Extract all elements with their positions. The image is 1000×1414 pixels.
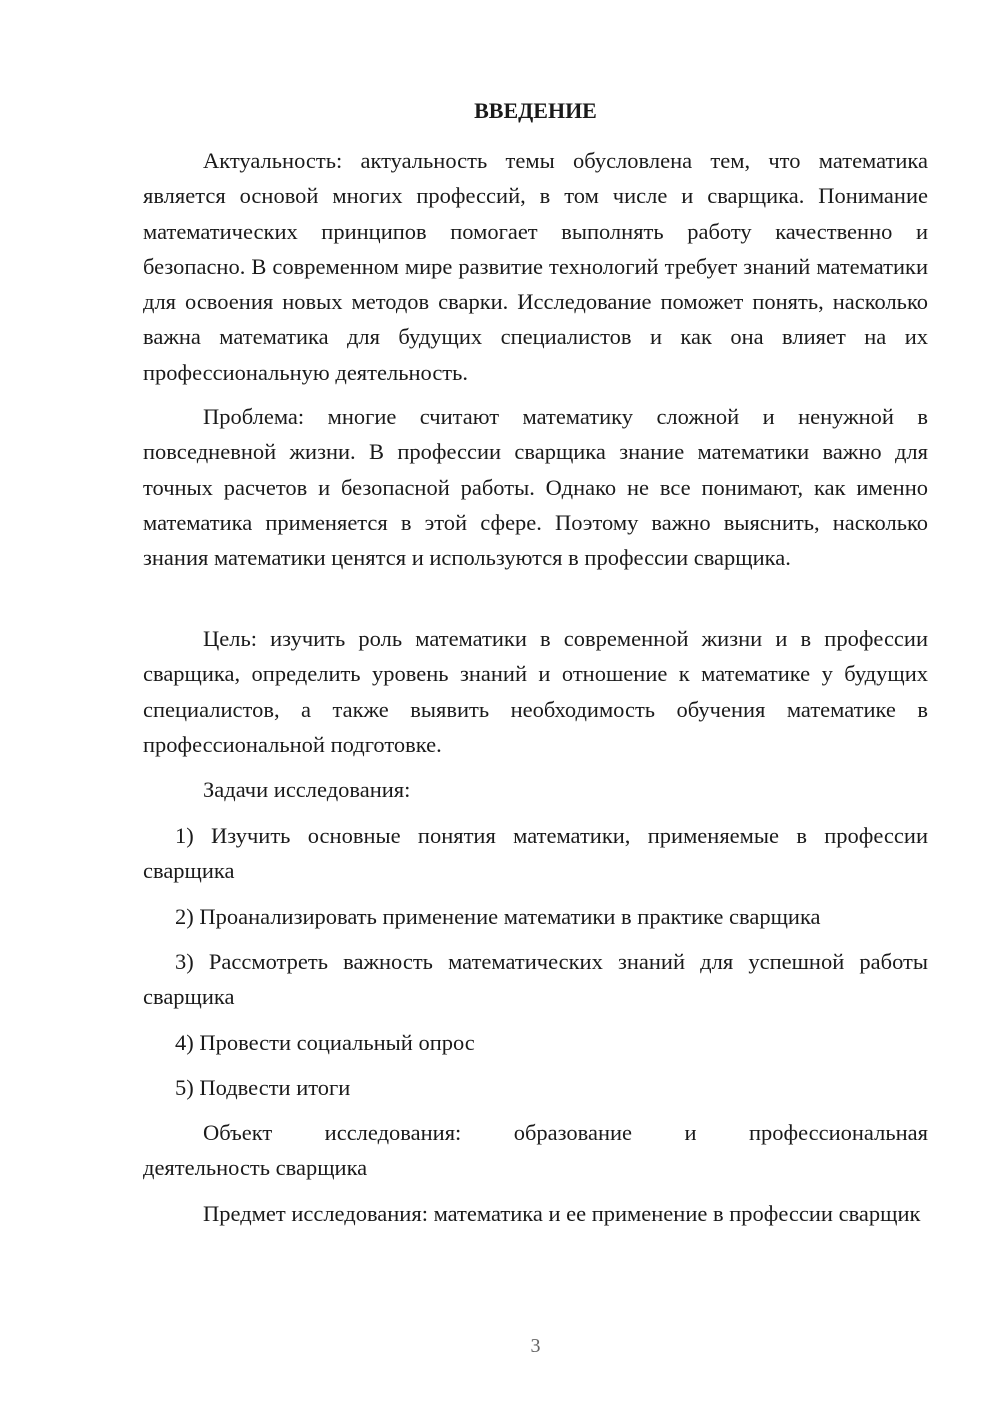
problem-paragraph: Проблема: многие считают математику сложной и ненужной в повседневной жизни. В профессии сварщика знание математики важно для точных расчетов и безопасной работы. Однако не все понимают, как именно математика применяется в этой сфере. Поэтому важно выяснить, насколько знания математики ценятся и используются в профессии сварщика. [143, 404, 928, 571]
research-object-line-2: деятельность сварщика [143, 1155, 368, 1180]
goal-paragraph: Цель: изучить роль математики в современной жизни и в профессии сварщика, определить уровень знаний и отношение к математике у будущих специалистов, а также выявить необходимость обучения математике в профессиональной подготовке. [143, 626, 928, 757]
research-subject-paragraph: Предмет исследования: математика и ее применение в профессии сварщик [203, 1201, 921, 1226]
task-item: 5) Подвести итоги [175, 1075, 351, 1100]
task-item: 4) Провести социальный опрос [175, 1030, 475, 1055]
task-item: 3) Рассмотреть важность математических знаний для успешной работы сварщика [143, 949, 928, 1010]
task-item: 2) Проанализировать применение математики в практике сварщика [175, 904, 821, 929]
page-number: 3 [530, 1335, 541, 1357]
page-title: ВВЕДЕНИЕ [474, 98, 597, 123]
task-item: 1) Изучить основные понятия математики, применяемые в профессии сварщика [143, 823, 928, 884]
tasks-heading: Задачи исследования: [203, 777, 411, 802]
relevance-paragraph: Актуальность: актуальность темы обусловлена тем, что математика является основой многих профессий, в том числе и сварщика. Понимание математических принципов помогает выполнять работу качественно и безопасно. В современном мире развитие технологий требует знаний математики для освоения новых методов сварки. Исследование поможет понять, насколько важна математика для будущих специалистов и как она влияет на их профессиональную деятельность. [143, 148, 928, 385]
research-object-line-1: Объект исследования: образование и профессиональная [203, 1120, 928, 1145]
